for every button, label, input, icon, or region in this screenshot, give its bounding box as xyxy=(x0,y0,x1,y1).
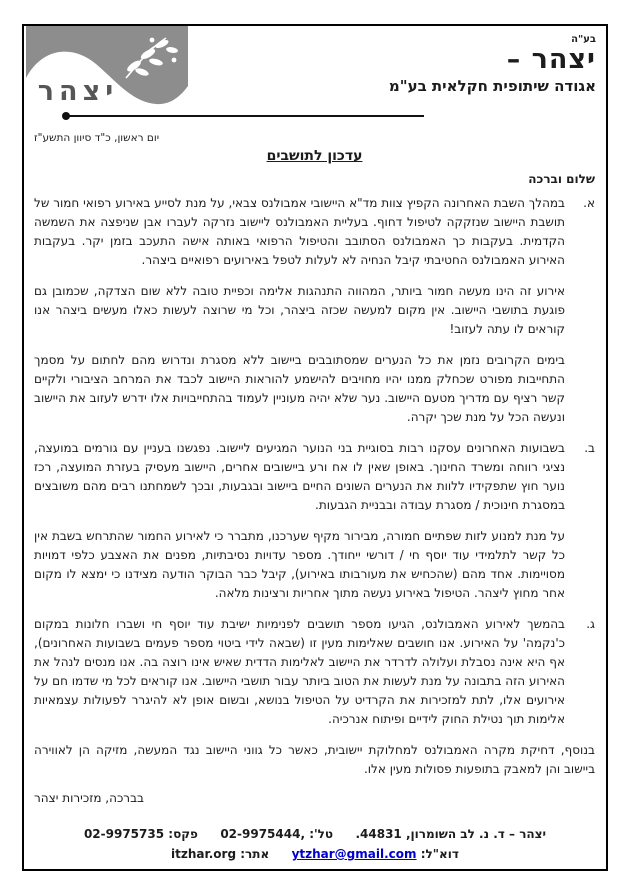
logo-text: יצהר xyxy=(37,76,119,107)
footer-web-line xyxy=(24,844,606,864)
list-item-letter: א. xyxy=(583,196,595,210)
header-divider xyxy=(64,115,424,117)
phone-number: 02-9975444, xyxy=(220,827,306,841)
list-item-body xyxy=(34,615,565,741)
letterhead xyxy=(389,34,596,95)
letter-body xyxy=(34,132,595,805)
footer-address: יצהר – ד. נ. לב השומרון, 44831. xyxy=(355,827,547,841)
letter-list-item xyxy=(34,615,595,741)
logo-graphic xyxy=(26,26,188,117)
org-name: יצהר – xyxy=(506,44,596,75)
email-link[interactable]: ytzhar@gmail.com xyxy=(291,847,417,861)
letter-list-item xyxy=(34,194,595,439)
site-label: אתר: xyxy=(240,847,270,861)
paragraph: בשבועות האחרונים עסקנו רבות בסוגיית בני הנוער המגיעים ליישוב. נפגשנו בעניין עם גורמים במועצה, נציגי רווחה ומשרד החינוך. באופן שאין לו אח ורע ביישובים אחרים, היישוב מעסיק בעזרת המועצה, רכז נוער חוץ שתפקידיו ללוות את הנערים השונים החיים ביישוב ובגבעות, ובכך לשמחתנו רבים מהם משובצים במסגרת חינוכית / מסגרת עבודה ובבניית הגבעות. xyxy=(34,441,565,512)
paragraph: על מנת למנוע לזות שפתיים חמורה, מבירור מקיף שערכנו, מתברר כי לאירוע החמור שהתרחש בשבת אין כל קשר לתלמידי עוד יוסף חי / דורשי ייחודך. מספר עדויות נסיבתיות, מפנים את האצבע כלפי דמויות מסויימות. אחד מהם (שהכחיש את מעורבותו באירוע), קיבל כבר הבוקר הודעה מצידנו כי ימצא לו מקום אחר מחוץ ליצהר. הטיפול באירוע נעשה מתוך אחריות ורצינות מלאה. xyxy=(34,529,565,600)
org-subtitle: אגודה שיתופית חקלאית בע"מ xyxy=(388,77,596,95)
letter-date: יום ראשון, כ"ד סיוון התשע"ז xyxy=(34,132,160,144)
site-url: itzhar.org xyxy=(171,847,237,861)
list-item-letter: ב. xyxy=(584,441,595,455)
bsd-text: בע"ה xyxy=(571,34,596,45)
email-label: דוא"ל: xyxy=(420,847,459,861)
letter-page xyxy=(22,24,608,871)
list-item-body xyxy=(34,439,565,615)
closing-paragraph: בנוסף, דחיקת מקרה האמבולנס למחלוקת יישובית, כאשר כל גווני היישוב נגד המעשה, מזיקה הן לאווירה ביישוב והן למאבק בתופעות פסולות מעין אלו. xyxy=(34,743,595,776)
list-item-letter: ג. xyxy=(586,617,595,631)
signature: בברכה, מזכירות יצהר xyxy=(34,791,144,805)
paragraph: אירוע זה הינו מעשה חמור ביותר, המהווה התנהגות אלימה וכפיית טובה ללא שום הצדקה, שכמובן גם פוגעת בתושבי היישוב. אין מקום למעשה שכזה ביצהר, וכל מי שרוצה לעשות כאלו מעשים ביצהר אנו קוראים לו עתה לעזוב! xyxy=(34,284,565,336)
footer-contact-line xyxy=(24,824,606,844)
paragraph: בימים הקרובים נזמן את כל הנערים שמסתובבים ביישוב ללא מסגרת ונדרוש מהם לחתום על מסמך התחייבות מפורט שכחלק ממנו יהיו מחויבים להישמע להוראות היישוב לכבד את המרחב הציבורי ולקיים קשר רציף עם מדריך מטעם היישוב. נער שלא יהיה מעוניין לעמוד בהתחייבויות אלו ידרש לעזוב את היישוב ונעשה הכל על מנת שכך יקרה. xyxy=(34,353,565,424)
fax-number: 02-9975735 xyxy=(83,827,165,841)
paragraph: בהמשך לאירוע האמבולנס, הגיעו מספר תושבים לפנימיות ישיבת עוד יוסף חי ושברו חלונות במקום כ'נקמה' על האירוע. אנו חושבים שאלימות מעין זו (שבאה לידי ביטוי מספר פעמים בשבועות האחרונים), אף היא אינה נסבלת ועלולה לדרדר את היישוב לאלימות הדדית שאיש אינו רוצה בה. אנו מנסים לנהל את האירוע הזה בתבונה על מנת לעשות את הטוב ביותר עבור תושבי היישוב. אנו קוראים לכל מי שדמו חם על אירועים אלו, לתת למזכירות את הקרדיט על הטיפול בנושא, ובשום אופן לא להיגרר לפעולות עצמאיות אלימות תוך נטילת החוק לידיים ופיתוח אנרכיה. xyxy=(34,617,565,726)
greeting: שלום וברכה xyxy=(528,172,595,186)
phone-label: טל': xyxy=(309,827,334,841)
footer xyxy=(24,824,606,864)
fax-label: פקס: xyxy=(168,827,198,841)
paragraph: במהלך השבת האחרונה הקפיץ צוות מד"א היישובי אמבולנס צבאי, על מנת לסייע באירוע רפואי חמור של תושבת היישוב שנזקקה לטיפול דחוף. בעליית האמבולנס ליישוב נזרקה לעברו אבן שניפצה את השמשה הקדמית. בעקבות כך האמבולנס הסתובב והטיפול הרפואי באותה אישה התעכב בזמן יקר. בעקבות האירוע האמבולנס החטיבתי קיבל הנחיה לא לעלות לטפל באירועים רפואיים ביצהר. xyxy=(34,196,565,267)
letter-list-item xyxy=(34,439,595,615)
lettered-sections xyxy=(34,194,595,741)
page-title: עדכון לתושבים xyxy=(266,148,363,164)
yitzhar-logo xyxy=(26,26,188,117)
divider-bullet xyxy=(62,112,70,120)
list-item-body xyxy=(34,194,565,439)
